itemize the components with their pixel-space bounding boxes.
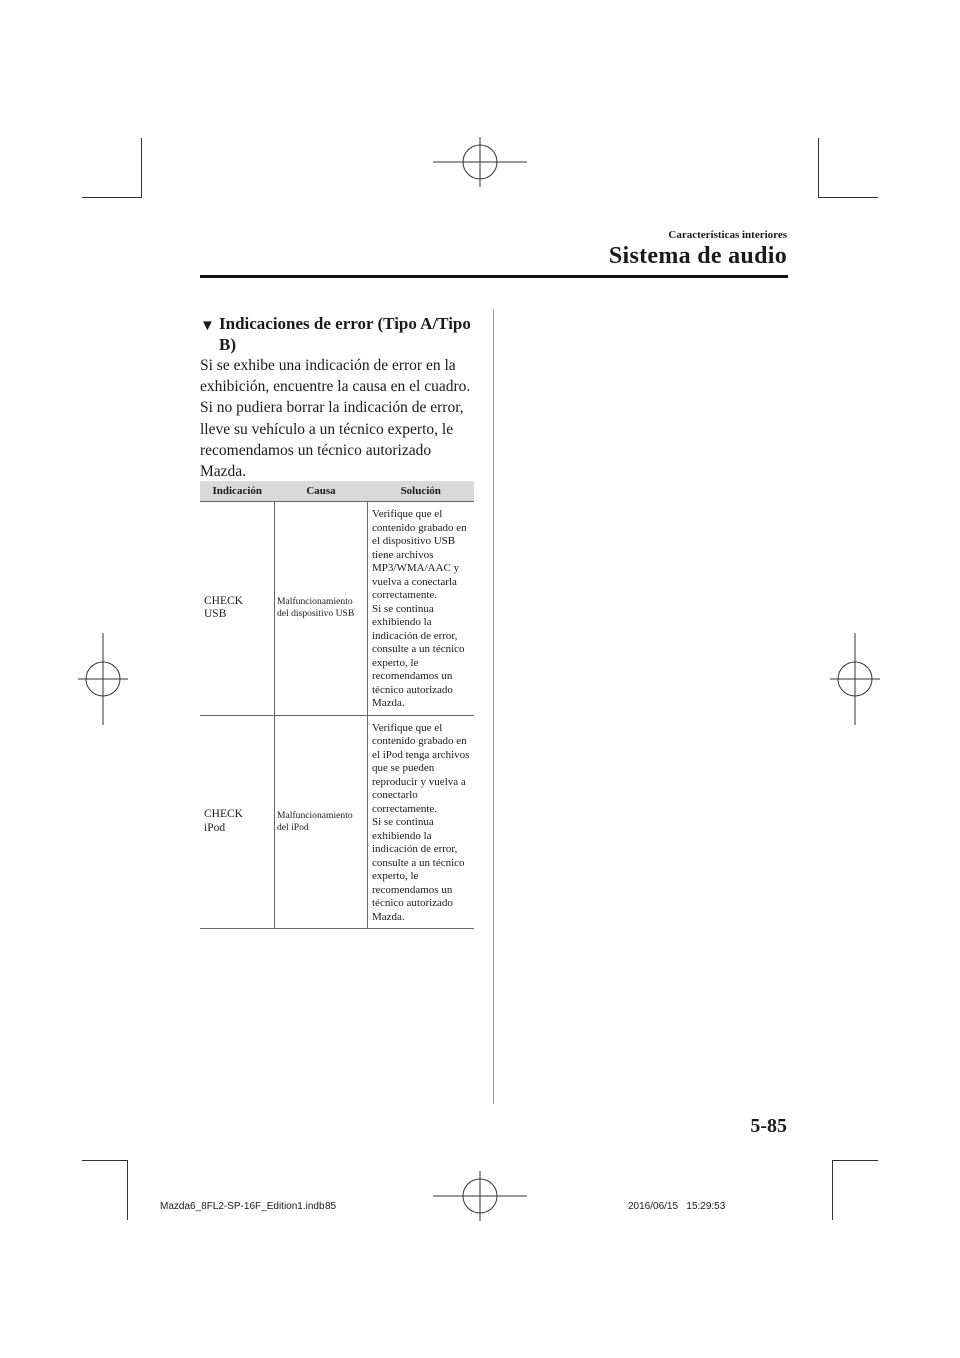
page-number: 5-85 [750, 1115, 787, 1137]
cause-cell: Malfuncionamiento del dispositivo USB [275, 502, 368, 716]
section-title: Sistema de audio [608, 243, 787, 269]
header-indication: Indicación [200, 481, 275, 502]
table-row [200, 502, 474, 716]
heading-text: Indicaciones de error (Tipo A/Tipo B) [219, 314, 471, 354]
solution-cell: Verifique que el contenido grabado en el dispositivo USB tiene archivos MP3/WMA/AAC y vuelva a conectarla correctamente. Si se continua exhibiendo la indicación de error, consulte a un técnico experto, le recomendamos un técnico autorizado Mazda. [368, 502, 475, 716]
solution-cell: Verifique que el contenido grabado en el iPod tenga archivos que se pueden reproducir y vuelva a conectarlo correctamente. Si se continua exhibiendo la indicación de error, consulte a un técnico experto, le recomendamos un técnico autorizado Mazda. [368, 715, 475, 929]
header-cause: Causa [275, 481, 368, 502]
cause-cell: Malfuncionamiento del iPod [275, 715, 368, 929]
table-header-row [200, 481, 474, 502]
footer-page: 85 [325, 1201, 337, 1212]
indication-cell: CHECK iPod [200, 715, 275, 929]
intro-paragraph: Si se exhibe una indicación de error en la exhibición, encuentre la causa en el cuadro. Si no pudiera borrar la indicación de error, lleve su vehículo a un técnico experto, le recomendamos un técnico autorizado Mazda. [200, 357, 471, 481]
triangle-marker-icon: ▼ [200, 318, 215, 334]
registration-mark-bottom [433, 1171, 527, 1221]
footer-filename: Mazda6_8FL2-SP-16F_Edition1.indb [160, 1201, 325, 1212]
header-solution: Solución [368, 481, 475, 502]
section-label: Características interiores [668, 229, 787, 241]
indication-cell: CHECK USB [200, 502, 275, 716]
registration-mark-top [433, 137, 527, 187]
header-rule [200, 275, 788, 278]
table-row [200, 715, 474, 929]
registration-mark-left [78, 633, 128, 725]
footer-timestamp: 2016/06/15 15:29:53 [628, 1201, 726, 1212]
registration-mark-right [830, 633, 880, 725]
error-table [200, 481, 474, 929]
column-divider [493, 310, 494, 1104]
subsection-heading [200, 313, 482, 355]
